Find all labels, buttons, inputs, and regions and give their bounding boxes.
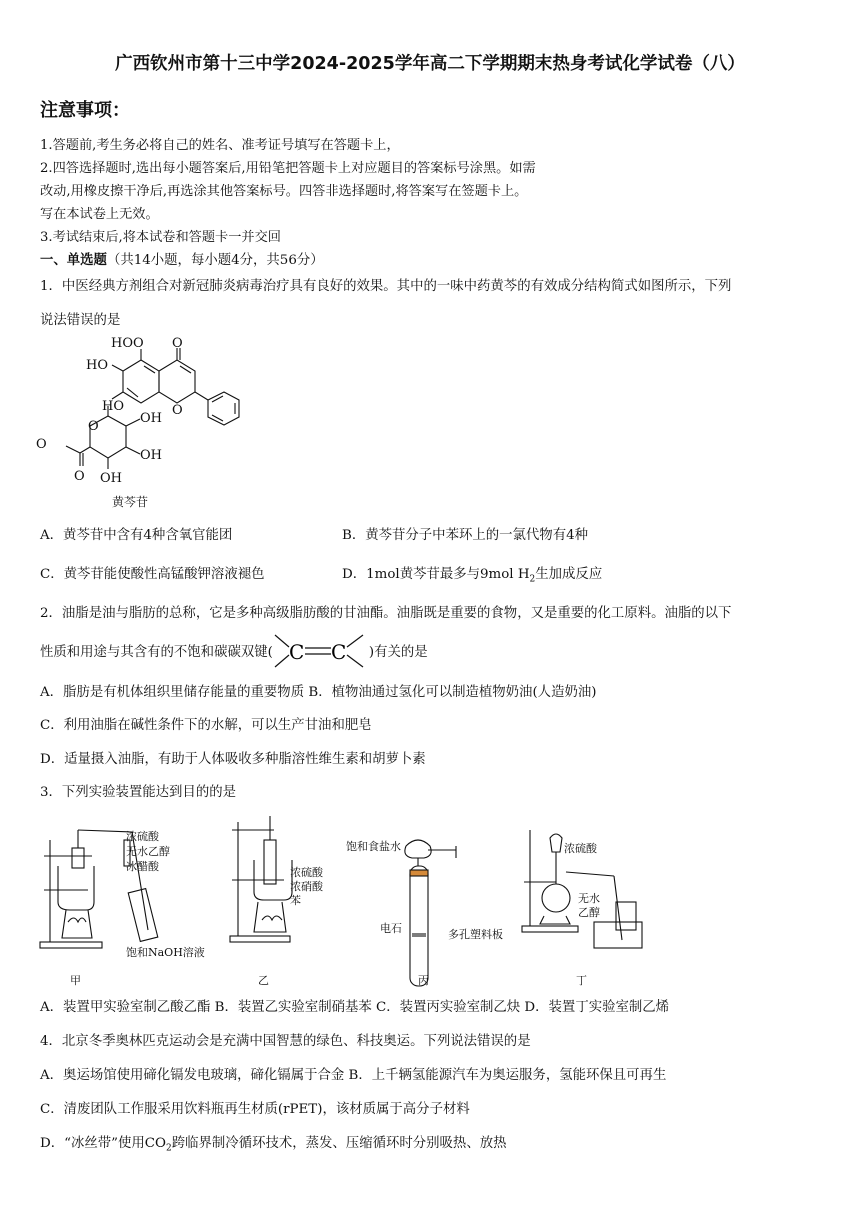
notice-line: 1.答题前,考生务必将自己的姓名、准考证号填写在答题卡上，	[40, 138, 400, 153]
q2-option-d: D．适量摄入油脂，有助于人体吸收多种脂溶性维生素和胡萝卜素	[40, 752, 426, 767]
apparatus-label: 无水乙醇	[126, 845, 170, 858]
structure-label: O	[133, 336, 144, 351]
notice-line: 写在本试卷上无效。	[40, 207, 159, 222]
apparatus-caption: 乙	[258, 974, 269, 987]
q1-stem-cont: 说法错误的是	[40, 313, 121, 328]
structure-caption: 黄芩苷	[112, 495, 149, 509]
q1-option-d	[342, 563, 602, 585]
subscript: 2	[166, 1143, 172, 1154]
apparatus-label: 浓硝酸	[290, 880, 323, 893]
q3-stem: 3．下列实验装置能达到目的的是	[40, 785, 236, 800]
q4-option-c: C．清废团队工作服采用饮料瓶再生材质(rPET)，该材质属于高分子材料	[40, 1102, 470, 1117]
subscript: 2	[529, 574, 536, 585]
structure-label: O	[172, 336, 183, 351]
bond-carbon: C	[288, 639, 305, 664]
bond-carbon: C	[330, 639, 347, 664]
q2-option-b: B．植物油通过氢化可以制造植物奶油(人造奶油)	[308, 685, 597, 700]
q2-stem-cont	[40, 641, 428, 663]
apparatus-label: 浓硫酸	[564, 842, 597, 855]
q4-option-d	[40, 1132, 507, 1154]
q2-option-c: C．利用油脂在碱性条件下的水解，可以生产甘油和肥皂	[40, 718, 372, 733]
notice-line: 改动,用橡皮擦干净后,再选涂其他答案标号。四答非选择题时,将答案写在签题卡上。	[40, 184, 528, 199]
structure-label: HO	[111, 336, 133, 351]
apparatus-label: 饱和食盐水	[346, 840, 401, 853]
q2-option-a-text: A．脂肪是有机体组织里储存能量的重要物质	[40, 685, 305, 700]
apparatus-label: 多孔塑料板	[448, 928, 503, 941]
exam-title: 广西钦州市第十三中学2024-2025学年高二下学期期末热身考试化学试卷（八）	[115, 54, 745, 74]
structure-label: O	[74, 469, 85, 484]
double-bond-figure	[273, 639, 369, 664]
section-label: 一、单选题	[40, 252, 107, 268]
q1-option-d-text: D．1mol黄芩苷最多与9mol H	[342, 567, 530, 582]
q4-option-ab: A．奥运场馆使用碲化镉发电玻璃，碲化镉属于合金 B．上千辆氢能源汽车为奥运服务，氢能环保且可再生	[40, 1068, 667, 1083]
structure-label: OH	[140, 448, 162, 463]
apparatus-caption: 甲	[70, 974, 81, 987]
q3-options: A．装置甲实验室制乙酸乙酯 B．装置乙实验室制硝基苯 C．装置丙实验室制乙炔 D．装置丁实验室制乙烯	[40, 1000, 670, 1015]
section-note: （共14小题，每小题4分，共56分）	[106, 253, 324, 268]
apparatus-label: 浓硫酸	[126, 830, 159, 843]
apparatus-caption: 丙	[418, 974, 429, 987]
q4-option-d-text: 跨临界制冷循环技术，蒸发、压缩循环时分别吸热、放热	[171, 1136, 507, 1151]
q3-apparatus-figure	[36, 810, 816, 990]
baicalin-structure	[36, 336, 246, 512]
structure-label: OH	[100, 471, 122, 486]
notice-line: 3.考试结束后,将本试卷和答题卡一并交回	[40, 230, 281, 245]
section-heading	[40, 249, 324, 268]
q1-stem: 1．中医经典方剂组合对新冠肺炎病毒治疗具有良好的效果。其中的一味中药黄芩的有效成分结构简式如图所示，下列	[40, 279, 732, 294]
q1-option-c: C．黄芩苷能使酸性高锰酸钾溶液褪色	[40, 567, 265, 582]
q4-stem: 4．北京冬季奥林匹克运动会是充满中国智慧的绿色、科技奥运。下列说法错误的是	[40, 1034, 531, 1049]
apparatus-label: 浓硫酸	[290, 866, 323, 879]
q2-option-a	[40, 681, 596, 700]
apparatus-caption: 丁	[576, 974, 587, 987]
structure-label: HO	[102, 399, 124, 414]
apparatus-label: 无水	[578, 892, 600, 905]
apparatus-label: 冰醋酸	[126, 860, 159, 873]
apparatus-label: 电石	[380, 922, 402, 935]
structure-label: O	[88, 419, 99, 434]
apparatus-label: 饱和NaOH溶液	[126, 946, 205, 959]
q2-stem: 2．油脂是油与脂肪的总称，它是多种高级脂肪酸的甘油酯。油脂既是重要的食物，又是重要的化工原料。油脂的以下	[40, 606, 732, 621]
notice-heading: 注意事项：	[40, 100, 130, 121]
q4-option-d-text: D．“冰丝带”使用CO	[40, 1136, 166, 1151]
apparatus-label: 乙醇	[578, 906, 600, 919]
structure-label: O	[36, 437, 47, 452]
structure-label: OH	[140, 411, 162, 426]
q1-option-a: A．黄芩苷中含有4种含氧官能团	[40, 528, 233, 543]
structure-label: HO	[86, 358, 108, 373]
q2-stem-text: )有关的是	[368, 645, 428, 660]
q1-option-b: B．黄芩苷分子中苯环上的一氯代物有4种	[342, 528, 588, 543]
q2-stem-text: 性质和用途与其含有的不饱和碳碳双键(	[40, 645, 273, 660]
structure-label: O	[172, 403, 183, 418]
notice-line: 2.四答选择题时,选出每小题答案后,用铅笔把答题卡上对应题目的答案标号涂黑。如需	[40, 161, 536, 176]
apparatus-label: 苯	[290, 894, 301, 907]
q1-option-d-text: 生加成反应	[535, 567, 603, 582]
